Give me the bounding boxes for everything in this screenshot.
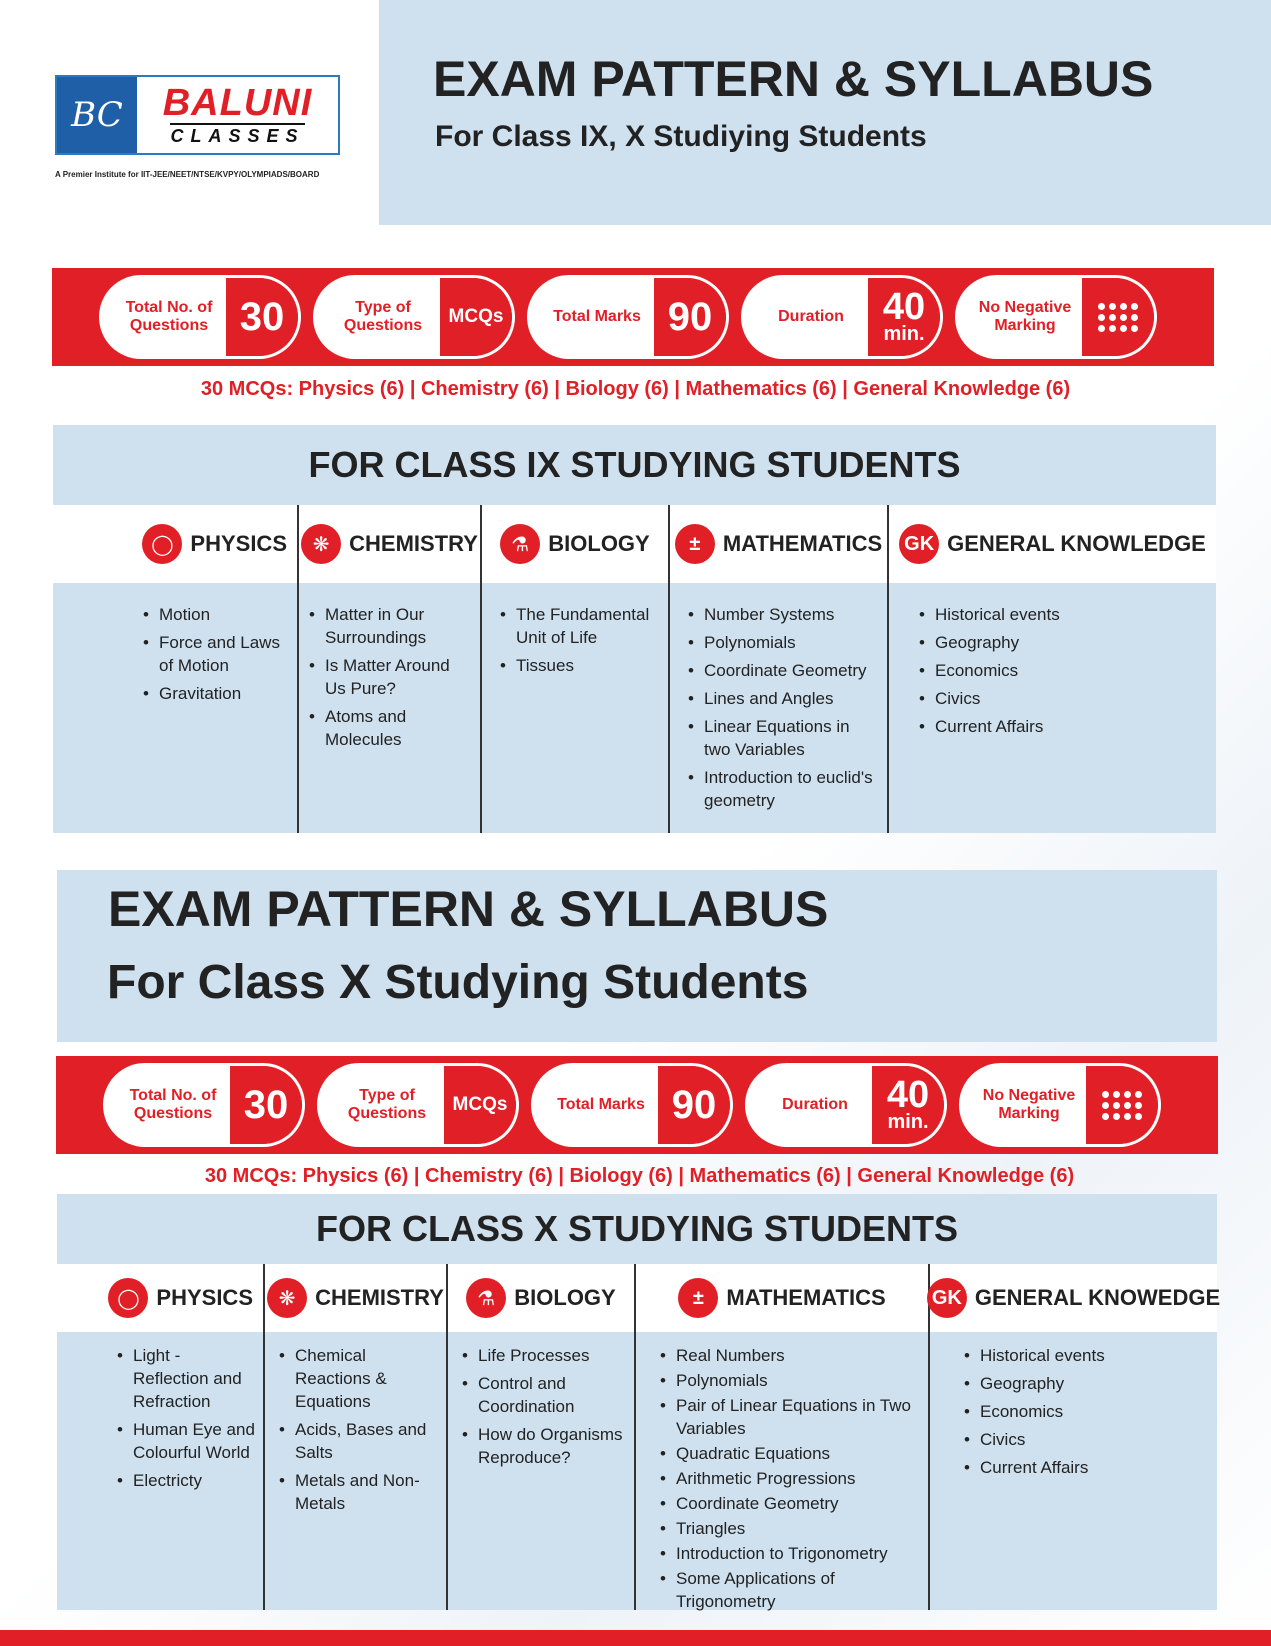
section2-subtitle: For Class X Studying Students: [107, 956, 809, 1009]
section-title-ix: FOR CLASS IX STUDYING STUDENTS: [53, 425, 1216, 505]
list-item: • Acids, Bases and Salts: [279, 1418, 442, 1464]
dots-grid-icon: [1082, 278, 1154, 356]
list-item: • Quadratic Equations: [660, 1442, 924, 1465]
mathematics-icon: ±: [675, 524, 715, 564]
list-item: • Geography: [919, 631, 1208, 654]
mcq-distribution-2: 30 MCQs: Physics (6) | Chemistry (6) | Biology (6) | Mathematics (6) | General Knowledge (6): [204, 1165, 1075, 1187]
list-item: • Introduction to Trigonometry: [660, 1542, 924, 1565]
list-item: • Pair of Linear Equations in Two Variables: [660, 1394, 924, 1440]
list-item: • Electricty: [117, 1469, 259, 1492]
stat-duration: Duration 40 min.: [744, 278, 940, 356]
list-item: • Civics: [919, 687, 1208, 710]
section2-title: EXAM PATTERN & SYLLABUS: [108, 881, 829, 937]
list-item: • The Fundamental Unit of Life: [500, 603, 660, 649]
list-item: • Economics: [919, 659, 1208, 682]
class-ix-syllabus: FOR CLASS IX STUDYING STUDENTS ◯ PHYSICS ❋ CHEMISTRY ⚗ BIOLOGY ± MATHEMATICS GK GENERAL KNOWLEDGE • Motion • Force and Laws of Motion • Gravitation • Matter in Our Surroundings • Is Matter Around Us Pure? • Atoms and Molecules • The Fundamental Unit of Life • Tissues • Number Systems • Polynomials • Coordinate Geometry • Lines and Angles • Linear Equations in two Variables • Introduction to euclid's geometry • Historical events • Geography • Economics • Civics • Current Affairs: [53, 425, 1216, 833]
stat-negative-marking: No Negative Marking: [958, 278, 1154, 356]
list-item: • Atoms and Molecules: [309, 705, 472, 751]
list-item: • Current Affairs: [964, 1456, 1213, 1479]
list-item: • Civics: [964, 1428, 1213, 1451]
physics-icon: ◯: [108, 1278, 148, 1318]
list-item: • Historical events: [964, 1344, 1213, 1367]
exam-stats-bar-2: [56, 1056, 1218, 1154]
list-item: • Economics: [964, 1400, 1213, 1423]
list-item: • Light - Reflection and Refraction: [117, 1344, 259, 1413]
mcq-distribution-1: 30 MCQs: Physics (6) | Chemistry (6) | Biology (6) | Mathematics (6) | General Knowledge (6): [200, 378, 1071, 400]
section-title-x: FOR CLASS X STUDYING STUDENTS: [57, 1194, 1217, 1264]
stat-duration: Duration 40 min.: [748, 1066, 944, 1144]
stat-total-questions: Total No. of Questions 30: [102, 278, 298, 356]
list-item: • Number Systems: [688, 603, 879, 626]
stat-question-type: Type of Questions MCQs: [320, 1066, 516, 1144]
list-item: • Polynomials: [660, 1369, 924, 1392]
list-item: • Gravitation: [143, 682, 289, 705]
logo: [55, 75, 340, 155]
list-item: • Control and Coordination: [462, 1372, 630, 1418]
logo-name: BALUNI: [162, 82, 313, 124]
list-item: • Introduction to euclid's geometry: [688, 766, 879, 812]
physics-icon: ◯: [142, 524, 182, 564]
list-item: • Metals and Non-Metals: [279, 1469, 442, 1515]
list-item: • Geography: [964, 1372, 1213, 1395]
list-item: • Real Numbers: [660, 1344, 924, 1367]
list-item: • Some Applications of Trigonometry: [660, 1567, 924, 1613]
chemistry-icon: ❋: [301, 524, 341, 564]
gk-icon: GK: [899, 524, 939, 564]
stat-total-questions: Total No. of Questions 30: [106, 1066, 302, 1144]
gk-icon: GK: [927, 1278, 967, 1318]
list-item: • Lines and Angles: [688, 687, 879, 710]
list-item: • Force and Laws of Motion: [143, 631, 289, 677]
biology-icon: ⚗: [466, 1278, 506, 1318]
list-item: • Life Processes: [462, 1344, 630, 1367]
stat-negative-marking: No Negative Marking: [962, 1066, 1158, 1144]
exam-stats-bar-1: [52, 268, 1214, 366]
list-item: • Coordinate Geometry: [660, 1492, 924, 1515]
list-item: • Arithmetic Progressions: [660, 1467, 924, 1490]
page-title: EXAM PATTERN & SYLLABUS: [433, 51, 1154, 107]
list-item: • Triangles: [660, 1517, 924, 1540]
list-item: • Coordinate Geometry: [688, 659, 879, 682]
header-panel: [379, 0, 1271, 225]
stat-total-marks: Total Marks 90: [534, 1066, 730, 1144]
list-item: • Chemical Reactions & Equations: [279, 1344, 442, 1413]
biology-icon: ⚗: [500, 524, 540, 564]
logo-tagline: A Premier Institute for IIT-JEE/NEET/NTSE/KVPY/OLYMPIADS/BOARD: [55, 170, 320, 179]
list-item: • Polynomials: [688, 631, 879, 654]
list-item: • Tissues: [500, 654, 660, 677]
list-item: • Is Matter Around Us Pure?: [309, 654, 472, 700]
page-subtitle: For Class IX, X Studiying Students: [435, 120, 927, 153]
dots-grid-icon: [1086, 1066, 1158, 1144]
list-item: • How do Organisms Reproduce?: [462, 1423, 630, 1469]
list-item: • Human Eye and Colourful World: [117, 1418, 259, 1464]
stat-question-type: Type of Questions MCQs: [316, 278, 512, 356]
footer-bar: [0, 1630, 1271, 1646]
list-item: • Matter in Our Surroundings: [309, 603, 472, 649]
list-item: • Current Affairs: [919, 715, 1208, 738]
chemistry-icon: ❋: [267, 1278, 307, 1318]
list-item: • Historical events: [919, 603, 1208, 626]
list-item: • Motion: [143, 603, 289, 626]
list-item: • Linear Equations in two Variables: [688, 715, 879, 761]
class-x-syllabus: FOR CLASS X STUDYING STUDENTS ◯ PHYSICS ❋ CHEMISTRY ⚗ BIOLOGY ± MATHEMATICS GK GENERAL KNOWEDGE • Light - Reflection and Refraction • Human Eye and Colourful World • Electricty • Chemical Reactions & Equations • Acids, Bases and Salts • Metals and Non-Metals • Life Processes • Control and Coordination • How do Organisms Reproduce? • Real Numbers • Polynomials • Pair of Linear Equations in Two Variables • Quadratic Equations • Arithmetic Progressions • Coordinate Geometry • Triangles • Introduction to Trigonometry • Some Applications of Trigonometry • Historical events • Geography • Economics • Civics • Current Affairs: [57, 1194, 1217, 1610]
logo-mark: BC: [57, 77, 137, 153]
logo-subname: CLASSES: [170, 123, 304, 147]
mathematics-icon: ±: [678, 1278, 718, 1318]
stat-total-marks: Total Marks 90: [530, 278, 726, 356]
